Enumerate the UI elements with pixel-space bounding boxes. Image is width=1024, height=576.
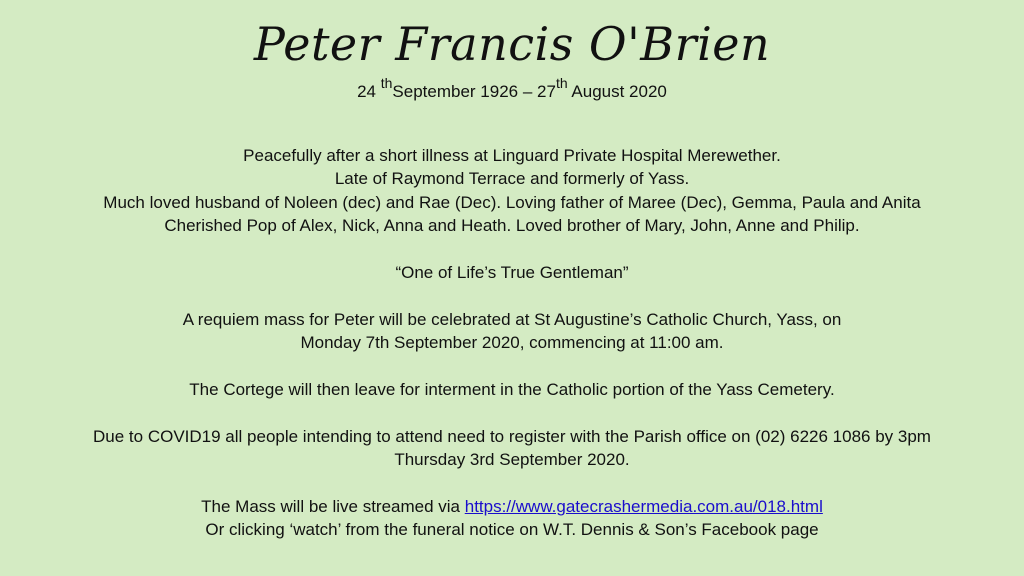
life-dates [0, 75, 1024, 104]
livestream-link[interactable]: https://www.gatecrashermedia.com.au/018.html [464, 497, 823, 517]
birth-day-suffix: th [380, 75, 393, 91]
covid-line-2: Thursday 3rd September 2020. [394, 450, 630, 470]
obituary-line-4: Cherished Pop of Alex, Nick, Anna and Heath. Loved brother of Mary, John, Anne and Philip. [164, 216, 860, 236]
obituary-line-1: Peacefully after a short illness at Linguard Private Hospital Merewether. [243, 146, 781, 165]
death-month-year: August 2020 [567, 82, 667, 101]
covid-line-1: Due to COVID19 all people intending to attend need to register with the Parish office on (02) 6226 1086 by 3pm [93, 426, 931, 446]
birth-death-text: September 1926 – 27 [392, 82, 556, 101]
death-day-suffix: th [555, 75, 568, 91]
stream-line-1 [0, 495, 1024, 518]
tribute-quote: “One of Life’s True Gentleman” [395, 263, 629, 283]
mass-line-2: Monday 7th September 2020, commencing at 11:00 am. [300, 333, 724, 353]
spacer [0, 401, 1024, 424]
notice-body [0, 144, 1024, 542]
mass-line-1: A requiem mass for Peter will be celebrated at St Augustine’s Catholic Church, Yass, on [182, 309, 842, 329]
birth-day: 24 [357, 82, 381, 101]
stream-line-2: Or clicking ‘watch’ from the funeral notice on W.T. Dennis & Son’s Facebook page [205, 520, 819, 540]
spacer [0, 284, 1024, 307]
obituary-line-2: Late of Raymond Terrace and formerly of Yass. [334, 169, 690, 189]
spacer [0, 355, 1024, 378]
cortege-line: The Cortege will then leave for interment in the Catholic portion of the Yass Cemetery. [189, 380, 835, 400]
deceased-name-title: Peter Francis O'Brien [253, 17, 771, 71]
spacer [0, 472, 1024, 495]
obituary-line-3: Much loved husband of Noleen (dec) and Rae (Dec). Loving father of Maree (Dec), Gemma, Paula and Anita [103, 192, 921, 212]
spacer [0, 238, 1024, 261]
stream-prefix: The Mass will be live streamed via [201, 497, 465, 517]
